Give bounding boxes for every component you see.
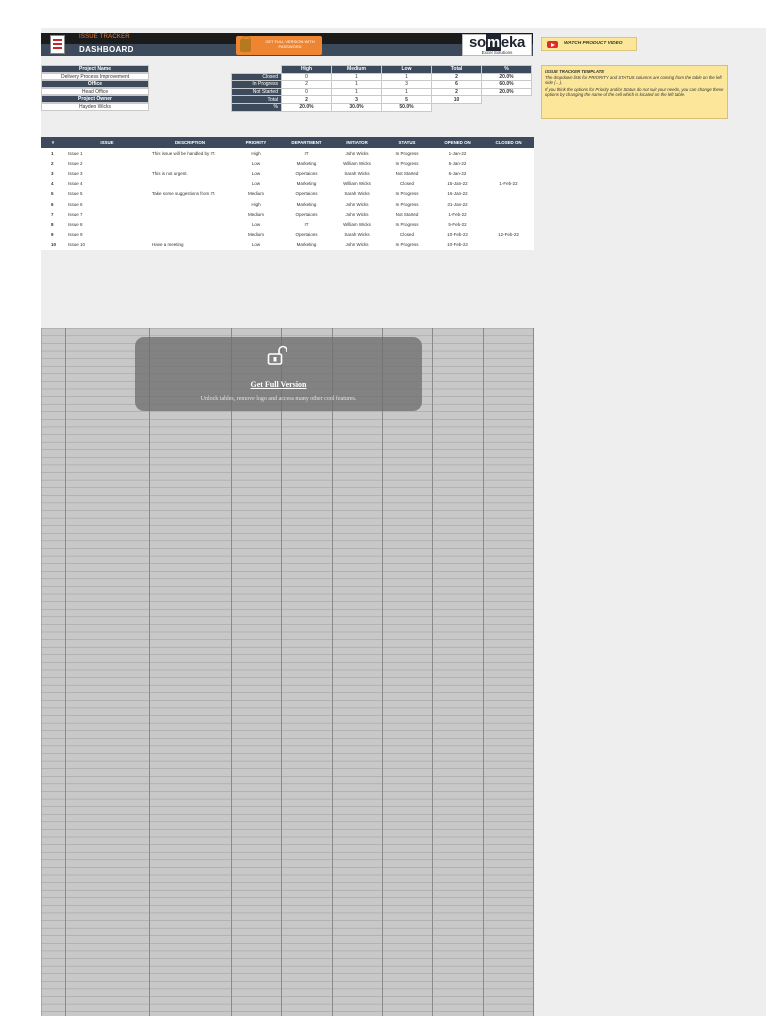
cell-number[interactable]: 2: [41, 158, 65, 168]
summary-row-label: Closed: [232, 73, 282, 81]
cell-description[interactable]: This is not urgent.: [149, 168, 231, 178]
summary-row-in-progress: [232, 81, 532, 89]
cell-initiator[interactable]: William Wicks: [332, 179, 382, 189]
cell-issue[interactable]: Issue 10: [65, 240, 149, 250]
table-row[interactable]: [41, 240, 534, 250]
table-row[interactable]: [41, 209, 534, 219]
cell-opened-on[interactable]: 15-Jan-22: [432, 179, 483, 189]
project-owner-label: Project Owner: [41, 95, 149, 103]
cell-initiator[interactable]: William Wicks: [332, 219, 382, 229]
cell-initiator[interactable]: Sarah Wicks: [332, 230, 382, 240]
cell-number[interactable]: 1: [41, 148, 65, 158]
summary-cell: 20.0%: [282, 103, 332, 111]
summary-cell: 1: [382, 88, 432, 96]
summary-cell: 1: [332, 73, 382, 81]
summary-cell: 2: [282, 81, 332, 89]
summary-cell: 20.0%: [482, 88, 532, 96]
cell-description[interactable]: Have a meeting: [149, 240, 231, 250]
cell-description[interactable]: [149, 199, 231, 209]
cell-priority[interactable]: Low: [231, 240, 281, 250]
table-row[interactable]: [41, 189, 534, 199]
cell-number[interactable]: 10: [41, 240, 65, 250]
table-row[interactable]: [41, 148, 534, 158]
office-value[interactable]: Head Office: [41, 88, 149, 96]
cell-closed-on[interactable]: [483, 199, 534, 209]
cell-initiator[interactable]: John Wicks: [332, 209, 382, 219]
project-name-label: Project Name: [41, 65, 149, 73]
issues-table-body: [41, 148, 534, 250]
project-owner-value[interactable]: Hayden Wicks: [41, 103, 149, 111]
cell-closed-on[interactable]: 12-Feb-22: [483, 230, 534, 240]
cell-status[interactable]: In Progress: [382, 219, 432, 229]
summary-header-cell: Low: [382, 66, 432, 74]
cell-priority[interactable]: Low: [231, 158, 281, 168]
cell-issue[interactable]: Issue 3: [65, 168, 149, 178]
summary-cell: 3: [332, 96, 382, 104]
grid-column-line: [149, 328, 150, 1016]
summary-empty-cell: [482, 96, 532, 104]
grid-column-line: [432, 328, 433, 1016]
locked-table-area: [41, 328, 534, 1016]
summary-cell: 2: [282, 96, 332, 104]
cell-number[interactable]: 3: [41, 168, 65, 178]
summary-table: [231, 65, 532, 112]
note-title: ISSUE TRACKER TEMPLATE: [545, 69, 605, 74]
logo-brand: someka: [468, 34, 526, 51]
issues-table: [41, 137, 534, 250]
grid-column-line: [382, 328, 383, 1016]
summary-header-cell: Total: [432, 66, 482, 74]
summary-cell: 2: [432, 73, 482, 81]
get-full-version-overlay[interactable]: [135, 337, 422, 411]
cell-initiator[interactable]: John Wicks: [332, 199, 382, 209]
table-row[interactable]: [41, 199, 534, 209]
cell-description[interactable]: [149, 230, 231, 240]
summary-header-row: [232, 66, 532, 74]
project-info-panel: [41, 65, 149, 111]
column-header-status[interactable]: STATUS: [382, 137, 432, 148]
summary-header-cell: High: [282, 66, 332, 74]
cell-number[interactable]: 7: [41, 209, 65, 219]
cell-description[interactable]: [149, 219, 231, 229]
cell-status[interactable]: In Progress: [382, 199, 432, 209]
cell-closed-on[interactable]: [483, 148, 534, 158]
watch-video-label: WATCH PRODUCT VIDEO: [564, 41, 623, 46]
cell-department[interactable]: Opertaions: [281, 168, 332, 178]
cell-closed-on[interactable]: [483, 240, 534, 250]
cell-department[interactable]: IT: [281, 219, 332, 229]
cell-department[interactable]: Opertaions: [281, 230, 332, 240]
cell-initiator[interactable]: Sarah Wicks: [332, 168, 382, 178]
page-title: DASHBOARD: [79, 45, 134, 54]
cell-status[interactable]: In Progress: [382, 189, 432, 199]
column-header-number[interactable]: #: [41, 137, 65, 148]
unlock-description: Unlock tables, remove logo and access many other cool features.: [200, 396, 357, 402]
cell-priority[interactable]: Low: [231, 168, 281, 178]
cell-opened-on[interactable]: 10-Feb-22: [432, 230, 483, 240]
cell-closed-on[interactable]: [483, 168, 534, 178]
cell-issue[interactable]: Issue 9: [65, 230, 149, 240]
someka-logo: [462, 34, 532, 56]
cell-issue[interactable]: Issue 7: [65, 209, 149, 219]
cell-status[interactable]: Closed: [382, 179, 432, 189]
cell-issue[interactable]: Issue 4: [65, 179, 149, 189]
cell-priority[interactable]: Low: [231, 219, 281, 229]
summary-empty-cell: [482, 103, 532, 111]
cell-closed-on[interactable]: [483, 158, 534, 168]
cell-opened-on[interactable]: 6-Jan-22: [432, 168, 483, 178]
column-header-issue[interactable]: ISSUE: [65, 137, 149, 148]
cell-department[interactable]: Marketing: [281, 199, 332, 209]
summary-row-not-started: [232, 88, 532, 96]
get-full-version-link[interactable]: Get Full Version: [250, 380, 307, 389]
cell-priority[interactable]: Medium: [231, 209, 281, 219]
grid-column-line: [332, 328, 333, 1016]
summary-row-label: Total: [232, 96, 282, 104]
cell-department[interactable]: Marketing: [281, 158, 332, 168]
cell-department[interactable]: Marketing: [281, 179, 332, 189]
issues-header-row: [41, 137, 534, 148]
get-full-version-button[interactable]: [236, 36, 322, 55]
cell-opened-on[interactable]: 5-Feb-22: [432, 219, 483, 229]
cell-department[interactable]: IT: [281, 148, 332, 158]
cell-description[interactable]: This issue will be handled by IT.: [149, 148, 231, 158]
cell-closed-on[interactable]: [483, 189, 534, 199]
table-row[interactable]: [41, 179, 534, 189]
summary-empty-cell: [432, 103, 482, 111]
cell-closed-on[interactable]: [483, 219, 534, 229]
grid-column-line: [483, 328, 484, 1016]
cell-initiator[interactable]: John Wicks: [332, 240, 382, 250]
summary-cell: 30.0%: [332, 103, 382, 111]
cell-closed-on[interactable]: [483, 209, 534, 219]
summary-cell: 6: [432, 81, 482, 89]
cell-opened-on[interactable]: 10-Feb-22: [432, 240, 483, 250]
cell-issue[interactable]: Issue 8: [65, 219, 149, 229]
cell-number[interactable]: 6: [41, 199, 65, 209]
cell-status[interactable]: Closed: [382, 230, 432, 240]
summary-header-cell: Medium: [332, 66, 382, 74]
summary-cell: 3: [382, 81, 432, 89]
column-header-initiator[interactable]: INITIATOR: [332, 137, 382, 148]
cell-opened-on[interactable]: 1-Feb-22: [432, 209, 483, 219]
cell-initiator[interactable]: William Wicks: [332, 158, 382, 168]
grid-column-line: [231, 328, 232, 1016]
column-header-description[interactable]: DESCRIPTION: [149, 137, 231, 148]
cell-issue[interactable]: Issue 6: [65, 199, 149, 209]
table-row[interactable]: [41, 219, 534, 229]
cell-priority[interactable]: Medium: [231, 230, 281, 240]
column-header-opened-on[interactable]: OPENED ON: [432, 137, 483, 148]
cell-issue[interactable]: Issue 1: [65, 148, 149, 158]
cell-status[interactable]: In Progress: [382, 148, 432, 158]
column-header-priority[interactable]: PRIORITY: [231, 137, 281, 148]
cell-department[interactable]: Opertaions: [281, 189, 332, 199]
cell-status[interactable]: Not Started: [382, 168, 432, 178]
cell-priority[interactable]: High: [231, 199, 281, 209]
cell-description[interactable]: [149, 179, 231, 189]
summary-cell: 1: [332, 81, 382, 89]
cell-number[interactable]: 9: [41, 230, 65, 240]
summary-row-total: [232, 96, 532, 104]
project-name-value[interactable]: Delivery Process Improvement: [41, 73, 149, 81]
cell-issue[interactable]: Issue 2: [65, 158, 149, 168]
summary-cell: 1: [382, 73, 432, 81]
column-header-department[interactable]: DEPARTMENT: [281, 137, 332, 148]
grid-column-line: [533, 328, 534, 1016]
cell-number[interactable]: 8: [41, 219, 65, 229]
tracker-label: ISSUE TRACKER: [79, 34, 130, 40]
summary-header-cell: %: [482, 66, 532, 74]
cell-opened-on[interactable]: 1-Jan-22: [432, 148, 483, 158]
summary-row-label: Not Started: [232, 88, 282, 96]
cell-description[interactable]: [149, 158, 231, 168]
cell-number[interactable]: 5: [41, 189, 65, 199]
summary-cell: 5: [382, 96, 432, 104]
lock-icon: [240, 39, 251, 52]
cell-description[interactable]: [149, 209, 231, 219]
cell-department[interactable]: Opertaions: [281, 209, 332, 219]
cell-description[interactable]: Take some suggestions from IT.: [149, 189, 231, 199]
template-info-note: [541, 65, 728, 119]
cell-opened-on[interactable]: 31-Jan-22: [432, 199, 483, 209]
cell-closed-on[interactable]: 1-Feb-22: [483, 179, 534, 189]
summary-corner: [232, 66, 282, 74]
get-full-version-label: GET FULL VERSION WITH PASSWORD: [265, 39, 315, 49]
cell-status[interactable]: In Progress: [382, 158, 432, 168]
unlock-icon: [267, 345, 287, 365]
table-row[interactable]: [41, 230, 534, 240]
summary-cell: 0: [282, 73, 332, 81]
cell-initiator[interactable]: John Wicks: [332, 148, 382, 158]
summary-row-label: %: [232, 103, 282, 111]
cell-department[interactable]: Marketing: [281, 240, 332, 250]
youtube-play-icon: [547, 41, 558, 48]
logo-subtitle: Excel Solutions: [481, 50, 513, 55]
grid-column-line: [281, 328, 282, 1016]
cell-opened-on[interactable]: 5-Jan-22: [432, 158, 483, 168]
document-icon: [50, 35, 65, 54]
cell-priority[interactable]: High: [231, 148, 281, 158]
summary-cell: 1: [332, 88, 382, 96]
summary-cell: 60.0%: [482, 81, 532, 89]
office-label: Office: [41, 80, 149, 88]
watch-video-button[interactable]: [541, 37, 637, 51]
table-row[interactable]: [41, 158, 534, 168]
cell-priority[interactable]: Medium: [231, 189, 281, 199]
summary-row-closed: [232, 73, 532, 81]
cell-opened-on[interactable]: 16-Jan-22: [432, 189, 483, 199]
summary-cell: 2: [432, 88, 482, 96]
cell-number[interactable]: 4: [41, 179, 65, 189]
cell-priority[interactable]: Low: [231, 179, 281, 189]
grid-column-line: [65, 328, 66, 1016]
note-paragraph-1: The dropdown lists for PRIORITY and STATUS columns are coming from the table on the left side (←).: [545, 75, 722, 86]
cell-status[interactable]: Not Started: [382, 209, 432, 219]
cell-issue[interactable]: Issue 5: [65, 189, 149, 199]
cell-status[interactable]: In Progress: [382, 240, 432, 250]
cell-initiator[interactable]: Sarah Wicks: [332, 189, 382, 199]
column-header-closed-on[interactable]: CLOSED ON: [483, 137, 534, 148]
note-paragraph-2: If you think the options for Priority and/or Status do not suit your needs, you can change these options by changing the name of the cell which is located on the left table.: [545, 86, 724, 97]
summary-cell: 20.0%: [482, 73, 532, 81]
table-row[interactable]: [41, 168, 534, 178]
summary-cell: 0: [282, 88, 332, 96]
summary-cell: 50.0%: [382, 103, 432, 111]
summary-cell: 10: [432, 96, 482, 104]
summary-row-percent: [232, 103, 532, 111]
summary-row-label: In Progress: [232, 81, 282, 89]
